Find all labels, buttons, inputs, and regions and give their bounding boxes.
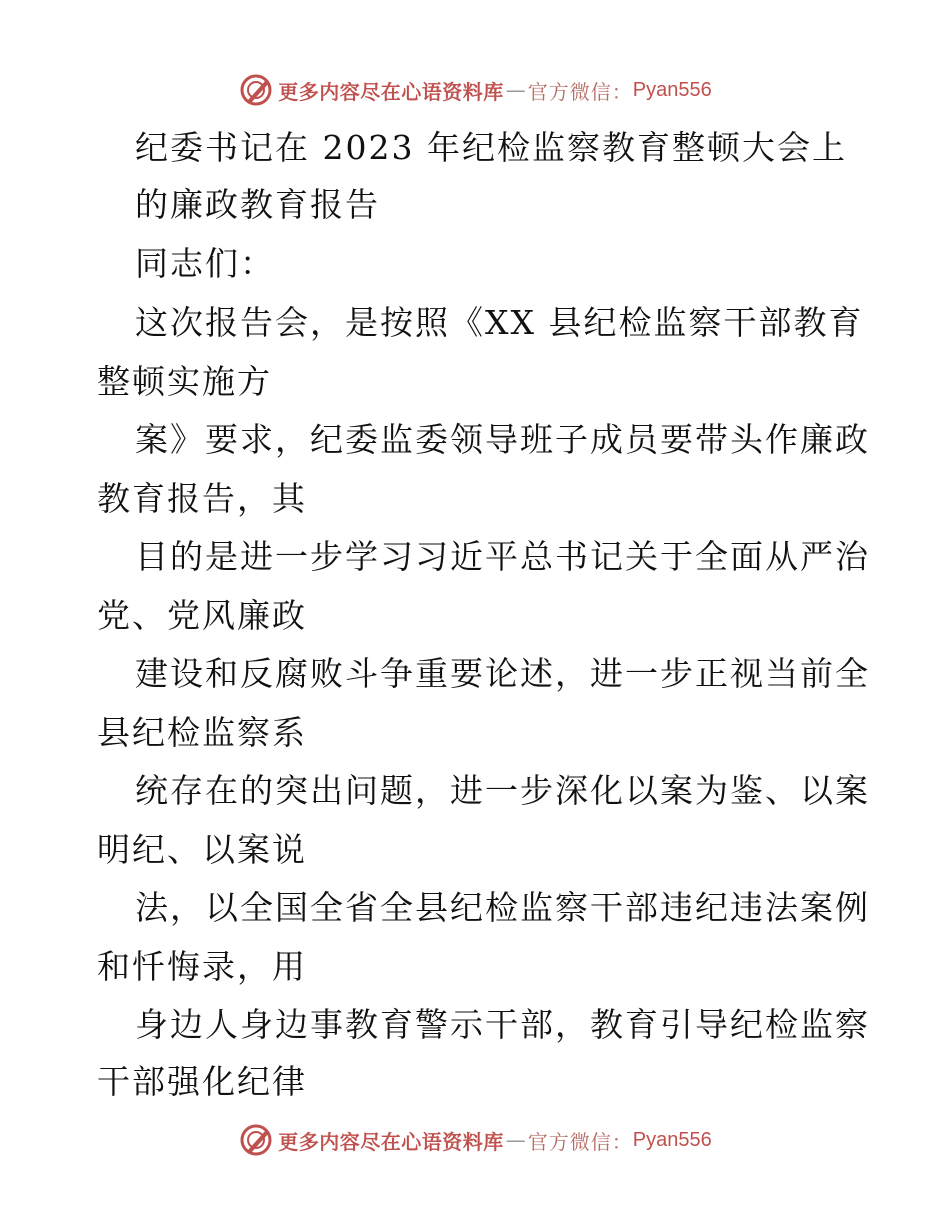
banner-separator: — — [505, 78, 526, 102]
paragraph-line: 党、党风廉政 — [97, 596, 307, 635]
paragraph-line: 目的是进一步学习习近平总书记关于全面从严治 — [135, 537, 870, 576]
paragraph-line: 干部强化纪律 — [97, 1062, 307, 1101]
pen-logo-icon — [238, 72, 274, 108]
paragraph-line: 这次报告会，是按照《XX 县纪检监察干部教育 — [135, 303, 864, 342]
banner-official-label: 官方微信： — [527, 79, 633, 104]
banner-wechat-id: Pyan556 — [632, 78, 712, 101]
document-title-line-1: 纪委书记在 2023 年纪检监察教育整顿大会上 — [135, 128, 847, 167]
paragraph-line: 和忏悔录，用 — [97, 947, 307, 986]
banner-wechat-id: Pyan556 — [632, 1128, 712, 1151]
paragraph-line: 整顿实施方 — [97, 362, 272, 401]
paragraph-line: 法，以全国全省全县纪检监察干部违纪违法案例 — [135, 888, 870, 927]
banner-separator: — — [505, 1128, 526, 1152]
banner-official-label: 官方微信： — [527, 1129, 633, 1154]
paragraph-line: 明纪、以案说 — [97, 830, 307, 869]
paragraph-line: 统存在的突出问题，进一步深化以案为鉴、以案 — [135, 771, 870, 810]
footer-banner — [0, 1120, 950, 1160]
document-title-line-2: 的廉政教育报告 — [135, 185, 380, 224]
document-greeting: 同志们： — [135, 244, 275, 283]
header-banner — [0, 70, 950, 110]
banner-brand: 更多内容尽在心语资料库 — [278, 1129, 504, 1154]
paragraph-line: 县纪检监察系 — [97, 713, 307, 752]
banner-brand: 更多内容尽在心语资料库 — [278, 79, 504, 104]
paragraph-line: 身边人身边事教育警示干部，教育引导纪检监察 — [135, 1005, 870, 1044]
paragraph-line: 案》要求，纪委监委领导班子成员要带头作廉政 — [135, 420, 870, 459]
paragraph-line: 建设和反腐败斗争重要论述，进一步正视当前全 — [135, 654, 870, 693]
pen-logo-icon — [238, 1122, 274, 1158]
paragraph-line: 教育报告，其 — [97, 479, 307, 518]
